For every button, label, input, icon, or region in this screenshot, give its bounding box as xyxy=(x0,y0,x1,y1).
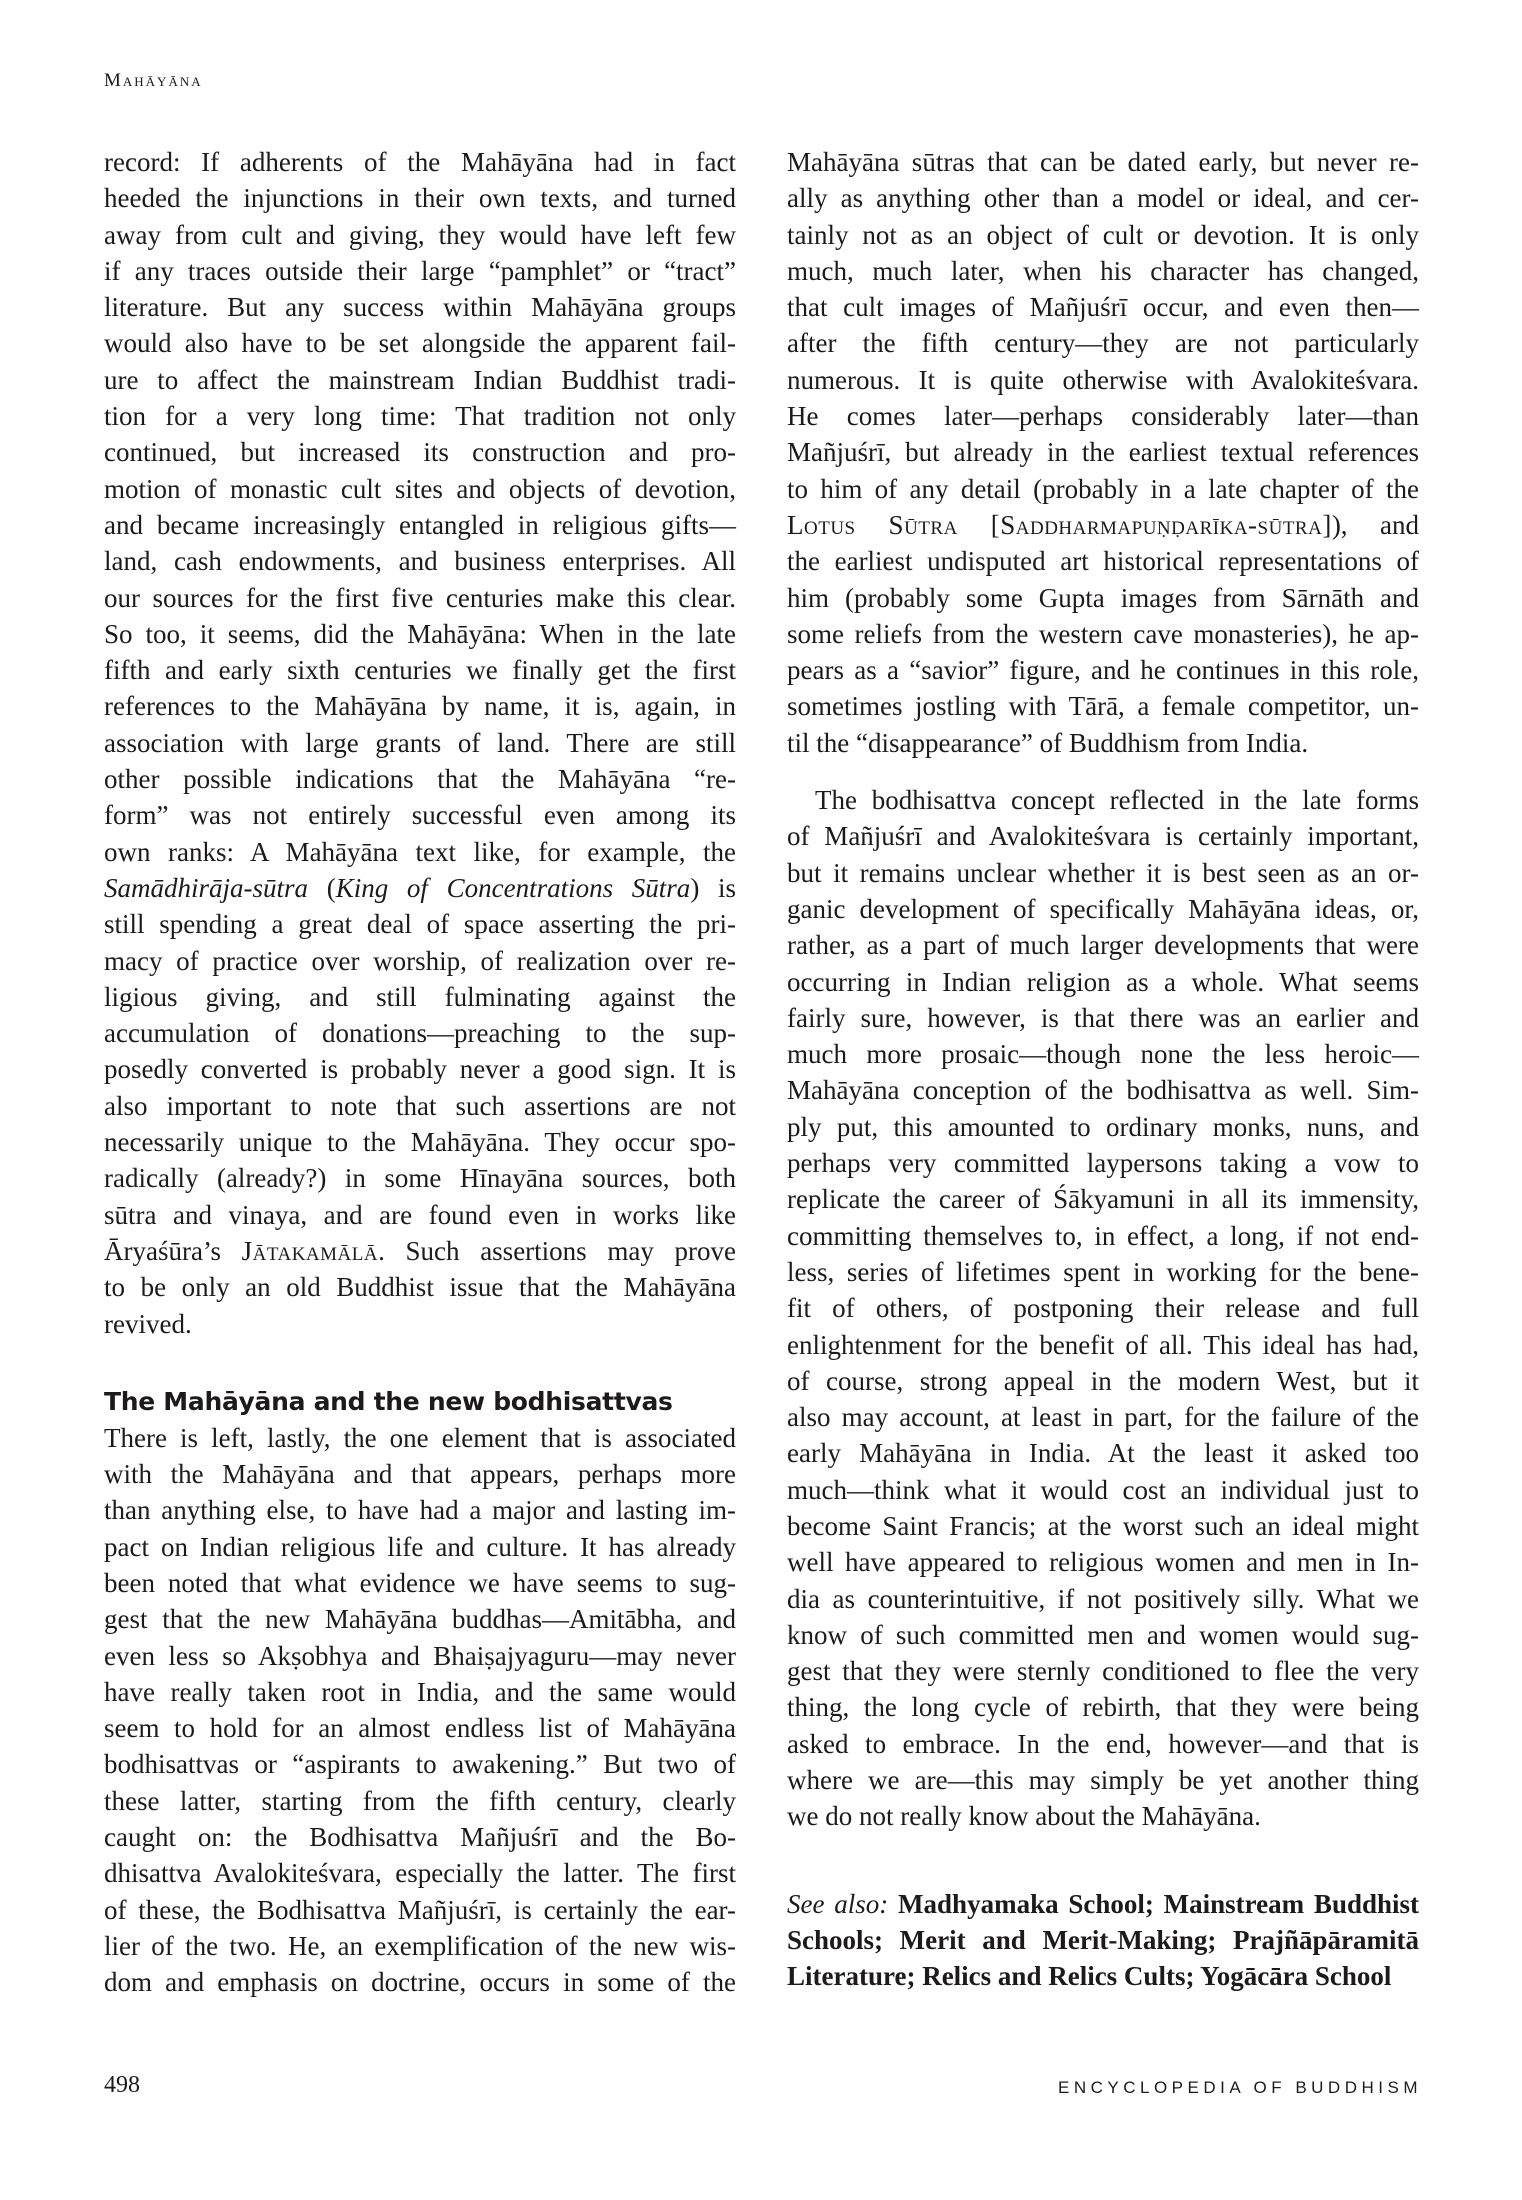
see-also-links[interactable]: Madhyamaka School; Mainstream Buddhist xyxy=(888,1888,1420,1919)
text-line: would also have to be set alongside the apparent fail- xyxy=(104,328,736,359)
text-line xyxy=(104,870,736,906)
text-line xyxy=(787,1922,1419,1958)
text-line: heeded the injunctions in their own texts, and turned xyxy=(104,183,736,214)
cross-reference-lotus-sutra[interactable]: Lotus Sūtra [Saddharmapuṇḍarīka-sūtra] xyxy=(787,509,1332,540)
text-line: rather, as a part of much larger developments that were xyxy=(787,930,1419,961)
text-line: replicate the career of Śākyamuni in all its immensity, xyxy=(787,1184,1419,1215)
cross-reference-jatakamala[interactable]: Jātakamālā xyxy=(241,1235,379,1266)
text-line: continued, but increased its construction and pro- xyxy=(104,437,736,468)
text-fragment: . Such assertions may prove xyxy=(378,1235,736,1266)
spacer xyxy=(787,1835,1419,1886)
text-line: dom and emphasis on doctrine, occurs in some of the xyxy=(104,1967,736,1998)
text-line: thing, the long cycle of rebirth, that they were being xyxy=(787,1692,1419,1723)
text-line: dhisattva Avalokiteśvara, especially the latter. The first xyxy=(104,1858,736,1889)
paragraph xyxy=(104,1420,736,2001)
text-line: ganic development of specifically Mahāyāna ideas, or, xyxy=(787,893,1419,924)
text-line: form” was not entirely successful even among its xyxy=(104,800,736,831)
text-line: ligious giving, and still fulminating against the xyxy=(104,981,736,1012)
text-line: of course, strong appeal in the modern West, but it xyxy=(787,1365,1419,1396)
text-line: of these, the Bodhisattva Mañjuśrī, is certainly the ear- xyxy=(104,1894,736,1925)
spacer xyxy=(104,1342,736,1384)
text-line: Mahāyāna conception of the bodhisattva as well. Sim- xyxy=(787,1075,1419,1106)
see-also-label: See also: xyxy=(787,1888,889,1919)
text-line xyxy=(104,1233,736,1269)
text-line: tainly not as an object of cult or devotion. It is only xyxy=(787,219,1419,250)
see-also-block xyxy=(787,1886,1419,1995)
text-line: seem to hold for an almost endless list of Mahāyāna xyxy=(104,1713,736,1744)
text-line: asked to embrace. In the end, however—and that is xyxy=(787,1728,1419,1759)
text-line: less, series of lifetimes spent in working for the bene- xyxy=(787,1256,1419,1287)
text-line: ure to affect the mainstream Indian Buddhist tradi- xyxy=(104,364,736,395)
text-line: gest that the new Mahāyāna buddhas—Amitābha, and xyxy=(104,1604,736,1635)
text-line: association with large grants of land. There are still xyxy=(104,727,736,758)
text-line: gest that they were sternly conditioned to flee the very xyxy=(787,1656,1419,1687)
text-line: the earliest undisputed art historical representations of xyxy=(787,546,1419,577)
text-line: that cult images of Mañjuśrī occur, and even then— xyxy=(787,292,1419,323)
paragraph xyxy=(787,144,1419,761)
text-line: record: If adherents of the Mahāyāna had in fact xyxy=(104,147,736,177)
right-column xyxy=(787,144,1419,1995)
see-also-links[interactable]: Literature; Relics and Relics Cults; Yogācāra School xyxy=(787,1961,1392,1992)
text-line xyxy=(787,1886,1419,1922)
text-line: numerous. It is quite otherwise with Avalokiteśvara. xyxy=(787,364,1419,395)
text-line: revived. xyxy=(104,1308,192,1339)
text-fragment: ( xyxy=(308,872,336,903)
page-number: 498 xyxy=(104,2072,140,2098)
text-line: know of such committed men and women would sug- xyxy=(787,1619,1419,1650)
text-line: these latter, starting from the fifth century, clearly xyxy=(104,1785,736,1816)
text-line: pact on Indian religious life and culture. It has already xyxy=(104,1531,736,1562)
text-line: become Saint Francis; at the worst such an ideal might xyxy=(787,1510,1419,1541)
text-line: posedly converted is probably never a good sign. It is xyxy=(104,1054,736,1085)
text-line: There is left, lastly, the one element that is associated xyxy=(104,1422,736,1453)
text-line: our sources for the first five centuries make this clear. xyxy=(104,582,736,613)
text-line: motion of monastic cult sites and objects of devotion, xyxy=(104,473,736,504)
text-line: been noted that what evidence we have seems to sug- xyxy=(104,1567,736,1598)
work-translation-italic: King of Concentrations Sūtra xyxy=(335,872,691,903)
text-line: bodhisattvas or “aspirants to awakening.” But two of xyxy=(104,1749,736,1780)
text-line xyxy=(787,507,1419,543)
text-line: macy of practice over worship, of realization over re- xyxy=(104,945,736,976)
text-fragment: ), and xyxy=(1331,509,1419,540)
text-line: radically (already?) in some Hīnayāna sources, both xyxy=(104,1163,736,1194)
work-title-italic: Samādhirāja-sūtra xyxy=(104,872,309,903)
text-line: and became increasingly entangled in religious gifts— xyxy=(104,509,736,540)
text-line: away from cult and giving, they would have left few xyxy=(104,219,736,250)
text-line: ply put, this amounted to ordinary monks, nuns, and xyxy=(787,1111,1419,1142)
text-line: land, cash endowments, and business enterprises. All xyxy=(104,546,736,577)
text-line: still spending a great deal of space asserting the pri- xyxy=(104,909,736,940)
text-fragment: ) is xyxy=(690,872,736,903)
text-line: literature. But any success within Mahāyāna groups xyxy=(104,292,736,323)
text-line: also may account, at least in part, for the failure of the xyxy=(787,1402,1419,1433)
text-line: accumulation of donations—preaching to the sup- xyxy=(104,1018,736,1049)
text-line: to him of any detail (probably in a late chapter of the xyxy=(787,473,1419,504)
text-line: much more prosaic—though none the less heroic— xyxy=(787,1039,1419,1070)
text-line: much, much later, when his character has changed, xyxy=(787,255,1419,286)
text-line: So too, it seems, did the Mahāyāna: When in the late xyxy=(104,618,736,649)
paragraph xyxy=(787,782,1419,1835)
text-line: caught on: the Bodhisattva Mañjuśrī and the Bo- xyxy=(104,1822,736,1853)
running-head: Mahāyāna xyxy=(104,70,203,91)
text-line: pears as a “savior” figure, and he continues in this role, xyxy=(787,655,1419,686)
text-line: even less so Akṣobhya and Bhaiṣajyaguru—may never xyxy=(104,1640,736,1671)
text-line: He comes later—perhaps considerably later—than xyxy=(787,401,1419,432)
text-line: after the fifth century—they are not particularly xyxy=(787,328,1419,359)
text-line: fairly sure, however, is that there was an earlier and xyxy=(787,1002,1419,1033)
text-line: occurring in Indian religion as a whole. What seems xyxy=(787,966,1419,997)
see-also-links[interactable]: Schools; Merit and Merit-Making; Prajñāpāramitā xyxy=(787,1924,1419,1955)
footer-publication-title: ENCYCLOPEDIA OF BUDDHISM xyxy=(1058,2078,1422,2097)
text-line: Mañjuśrī, but already in the earliest textual references xyxy=(787,437,1419,468)
text-line: sometimes jostling with Tārā, a female competitor, un- xyxy=(787,691,1419,722)
text-line: have really taken root in India, and the same would xyxy=(104,1676,736,1707)
text-line: fit of others, of postponing their release and full xyxy=(787,1293,1419,1324)
text-line: much—think what it would cost an individual just to xyxy=(787,1474,1419,1505)
text-line: lier of the two. He, an exemplification of the new wis- xyxy=(104,1930,736,1961)
text-line: references to the Mahāyāna by name, it is, again, in xyxy=(104,691,736,722)
section-heading: The Mahāyāna and the new bodhisattvas xyxy=(104,1386,673,1416)
text-line: necessarily unique to the Mahāyāna. They occur spo- xyxy=(104,1127,736,1158)
text-line: sūtra and vinaya, and are found even in works like xyxy=(104,1199,736,1230)
text-line: of Mañjuśrī and Avalokiteśvara is certainly important, xyxy=(787,821,1419,852)
text-line: him (probably some Gupta images from Sārnāth and xyxy=(787,582,1419,613)
text-line: where we are—this may simply be yet another thing xyxy=(787,1765,1419,1796)
left-column xyxy=(104,144,736,2001)
paragraph xyxy=(104,144,736,1342)
text-line: enlightenment for the benefit of all. This ideal has had, xyxy=(787,1329,1419,1360)
text-line: own ranks: A Mahāyāna text like, for example, the xyxy=(104,836,736,867)
text-line: but it remains unclear whether it is best seen as an or- xyxy=(787,857,1419,888)
text-line: other possible indications that the Mahāyāna “re- xyxy=(104,764,736,795)
text-fragment: Āryaśūra’s xyxy=(104,1235,242,1266)
text-line: tion for a very long time: That tradition not only xyxy=(104,401,736,432)
text-line: ally as anything other than a model or ideal, and cer- xyxy=(787,183,1419,214)
text-line xyxy=(787,1958,1419,1994)
text-line: also important to note that such assertions are not xyxy=(104,1090,736,1121)
text-line: dia as counterintuitive, if not positively silly. What we xyxy=(787,1583,1419,1614)
text-line: to be only an old Buddhist issue that the Mahāyāna xyxy=(104,1272,736,1303)
text-line: if any traces outside their large “pamphlet” or “tract” xyxy=(104,255,736,286)
text-line: The bodhisattva concept reflected in the late forms xyxy=(815,785,1419,816)
text-line: perhaps very committed laypersons taking a vow to xyxy=(787,1148,1419,1179)
text-line: we do not really know about the Mahāyāna. xyxy=(787,1801,1261,1832)
text-line: til the “disappearance” of Buddhism from India. xyxy=(787,727,1309,758)
text-line: with the Mahāyāna and that appears, perhaps more xyxy=(104,1459,736,1490)
text-line: well have appeared to religious women and men in In- xyxy=(787,1547,1419,1578)
spacer xyxy=(787,761,1419,782)
text-line: committing themselves to, in effect, a long, if not end- xyxy=(787,1220,1419,1251)
text-line: than anything else, to have had a major and lasting im- xyxy=(104,1495,736,1526)
text-line: fifth and early sixth centuries we finally get the first xyxy=(104,655,736,686)
text-line: some reliefs from the western cave monasteries), he ap- xyxy=(787,618,1419,649)
text-line: Mahāyāna sūtras that can be dated early, but never re- xyxy=(787,147,1419,177)
text-line: early Mahāyāna in India. At the least it asked too xyxy=(787,1438,1419,1469)
